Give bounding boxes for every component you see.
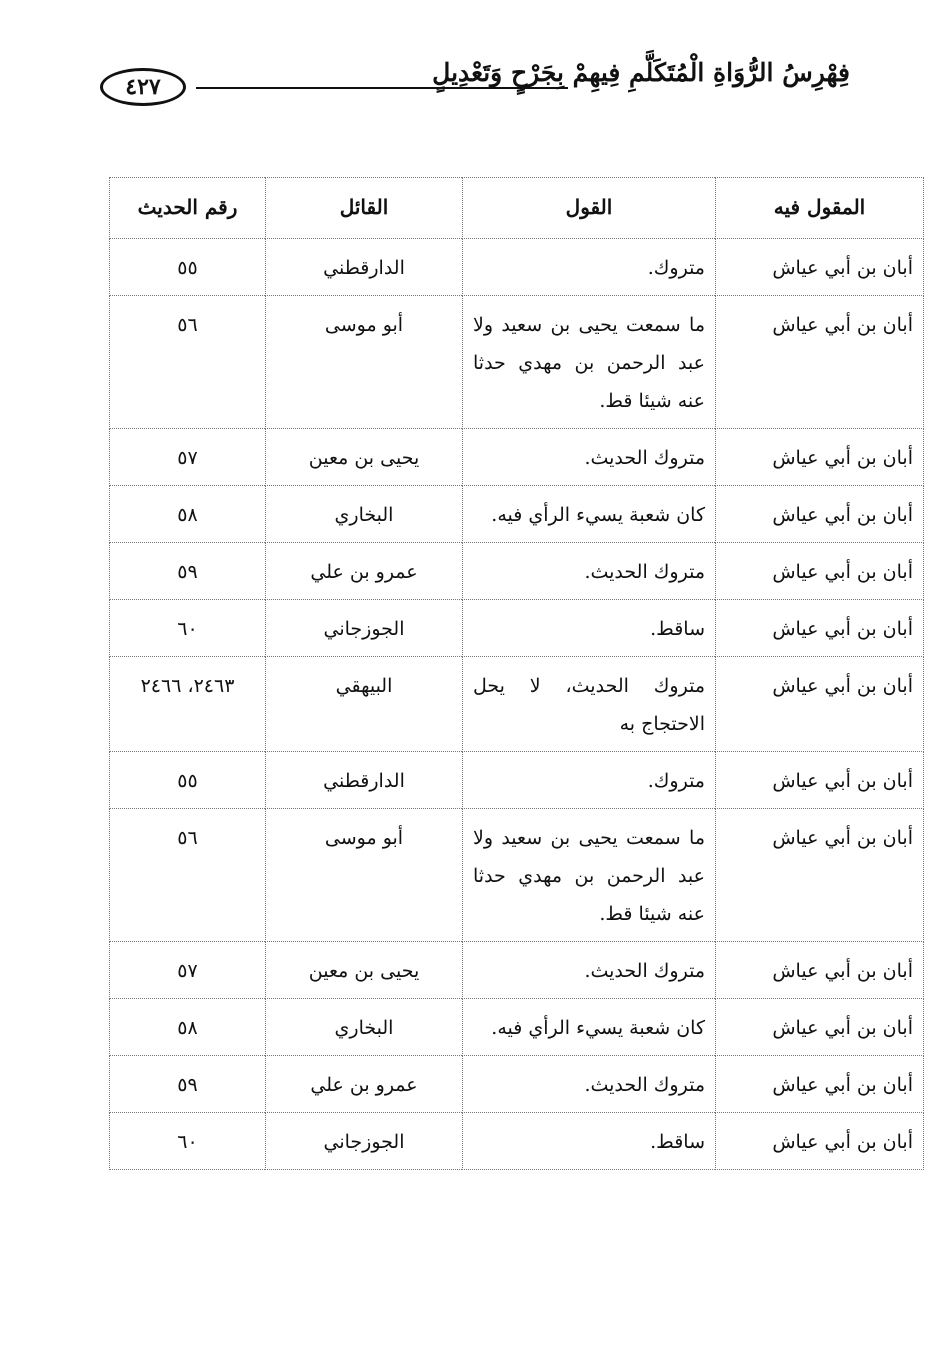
page-header [100,58,850,118]
cell-saying: كان شعبة يسيء الرأي فيه. [463,486,716,543]
cell-sayer: عمرو بن علي [266,1056,463,1113]
cell-hadith-number: ٥٦ [110,809,266,942]
narrators-index-table [109,177,924,1170]
cell-sayer: البيهقي [266,657,463,752]
table-row [110,942,924,999]
cell-sayer: الجوزجاني [266,1113,463,1170]
cell-subject: أبان بن أبي عياش [716,942,924,999]
cell-sayer: البخاري [266,486,463,543]
cell-sayer: الدارقطني [266,752,463,809]
table-row [110,657,924,752]
cell-subject: أبان بن أبي عياش [716,429,924,486]
cell-hadith-number: ٥٨ [110,486,266,543]
table-row [110,296,924,429]
cell-subject: أبان بن أبي عياش [716,486,924,543]
cell-hadith-number: ٥٧ [110,429,266,486]
cell-saying: ما سمعت يحيى بن سعيد ولا عبد الرحمن بن مهدي حدثا عنه شيئا قط. [463,809,716,942]
cell-hadith-number: ٦٠ [110,1113,266,1170]
table-row [110,999,924,1056]
cell-hadith-number: ٥٨ [110,999,266,1056]
cell-saying: متروك. [463,752,716,809]
cell-saying: ساقط. [463,600,716,657]
table-row [110,809,924,942]
page-number: ٤٢٧ [100,68,186,106]
column-header-hadith-number: رقم الحديث [110,178,266,239]
cell-sayer: الجوزجاني [266,600,463,657]
cell-saying: متروك. [463,239,716,296]
cell-saying: متروك الحديث. [463,1056,716,1113]
cell-subject: أبان بن أبي عياش [716,657,924,752]
column-header-subject: المقول فيه [716,178,924,239]
cell-saying: كان شعبة يسيء الرأي فيه. [463,999,716,1056]
cell-hadith-number: ٥٦ [110,296,266,429]
cell-sayer: البخاري [266,999,463,1056]
table-body [110,239,924,1170]
column-header-saying: القول [463,178,716,239]
cell-subject: أبان بن أبي عياش [716,1056,924,1113]
table-row [110,600,924,657]
cell-saying: متروك الحديث. [463,942,716,999]
cell-subject: أبان بن أبي عياش [716,600,924,657]
cell-sayer: أبو موسى [266,809,463,942]
table-row [110,239,924,296]
cell-subject: أبان بن أبي عياش [716,752,924,809]
cell-subject: أبان بن أبي عياش [716,543,924,600]
page-title: فِهْرِسُ الرُّوَاةِ الْمُتَكَلَّمِ فِيهِمْ بِجَرْحٍ وَتَعْدِيلٍ [432,58,850,87]
header-row [110,178,924,239]
table-row [110,1113,924,1170]
cell-sayer: عمرو بن علي [266,543,463,600]
cell-subject: أبان بن أبي عياش [716,999,924,1056]
cell-saying: ما سمعت يحيى بن سعيد ولا عبد الرحمن بن مهدي حدثا عنه شيئا قط. [463,296,716,429]
cell-saying: ساقط. [463,1113,716,1170]
cell-subject: أبان بن أبي عياش [716,1113,924,1170]
table-row [110,543,924,600]
header-rule [196,87,568,89]
table-row [110,752,924,809]
cell-subject: أبان بن أبي عياش [716,239,924,296]
cell-hadith-number: ٥٧ [110,942,266,999]
cell-sayer: يحيى بن معين [266,942,463,999]
table-header [110,178,924,239]
cell-saying: متروك الحديث. [463,543,716,600]
column-header-sayer: القائل [266,178,463,239]
cell-hadith-number: ٥٥ [110,239,266,296]
cell-hadith-number: ٢٤٦٣، ٢٤٦٦ [110,657,266,752]
cell-sayer: يحيى بن معين [266,429,463,486]
cell-saying: متروك الحديث، لا يحل الاحتجاج به [463,657,716,752]
cell-hadith-number: ٥٩ [110,543,266,600]
cell-hadith-number: ٥٩ [110,1056,266,1113]
cell-hadith-number: ٦٠ [110,600,266,657]
table-row [110,1056,924,1113]
cell-subject: أبان بن أبي عياش [716,809,924,942]
table-row [110,486,924,543]
cell-hadith-number: ٥٥ [110,752,266,809]
cell-sayer: أبو موسى [266,296,463,429]
cell-saying: متروك الحديث. [463,429,716,486]
cell-sayer: الدارقطني [266,239,463,296]
cell-subject: أبان بن أبي عياش [716,296,924,429]
table-row [110,429,924,486]
